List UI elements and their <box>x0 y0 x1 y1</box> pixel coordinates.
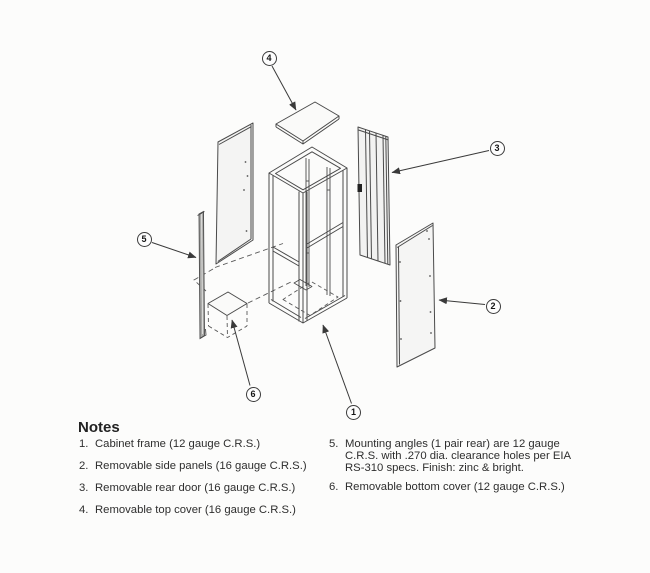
rear-door-drawing <box>358 127 391 265</box>
note-number: 5. <box>329 438 339 450</box>
note-number: 4. <box>79 504 89 516</box>
note-item-2 <box>79 460 341 472</box>
note-item-3 <box>79 482 341 494</box>
note-text: Cabinet frame (12 gauge C.R.S.) <box>95 438 261 450</box>
note-text: Removable side panels (16 gauge C.R.S.) <box>95 460 307 472</box>
note-text: Removable rear door (16 gauge C.R.S.) <box>95 482 296 494</box>
note-text: Mounting angles (1 pair rear) are 12 gauge C.R.S. with .270 dia. clearance holes per EIA RS-310 specs. Finish: zinc & bright. <box>345 438 571 474</box>
top-cover-drawing <box>276 102 339 144</box>
callout-1-badge: 1 <box>346 405 361 420</box>
callout-6-badge: 6 <box>246 387 261 402</box>
notes-heading: Notes <box>78 419 120 436</box>
note-text: Removable top cover (16 gauge C.R.S.) <box>95 504 296 516</box>
callout-2-badge: 2 <box>486 299 501 314</box>
projection-dashed-lines <box>194 244 292 304</box>
note-number: 2. <box>79 460 89 472</box>
notes-column-right <box>329 438 575 500</box>
note-number: 3. <box>79 482 89 494</box>
callout-4-badge: 4 <box>262 51 277 66</box>
callout-5-badge: 5 <box>137 232 152 247</box>
door-latch <box>358 184 363 192</box>
left-side-panel-drawing <box>216 123 253 264</box>
bottom-cover-drawing <box>208 292 247 338</box>
notes-column-left <box>79 438 341 526</box>
callout-3-badge: 3 <box>490 141 505 156</box>
note-item-1 <box>79 438 341 450</box>
note-item-6 <box>329 481 575 493</box>
note-item-5 <box>329 438 575 474</box>
note-number: 6. <box>329 481 339 493</box>
note-text: Removable bottom cover (12 gauge C.R.S.) <box>345 481 565 493</box>
note-item-4 <box>79 504 341 516</box>
mounting-angle-drawing <box>198 212 207 339</box>
right-side-panel-drawing <box>396 223 435 367</box>
cabinet-frame-drawing <box>269 147 347 323</box>
note-number: 1. <box>79 438 89 450</box>
